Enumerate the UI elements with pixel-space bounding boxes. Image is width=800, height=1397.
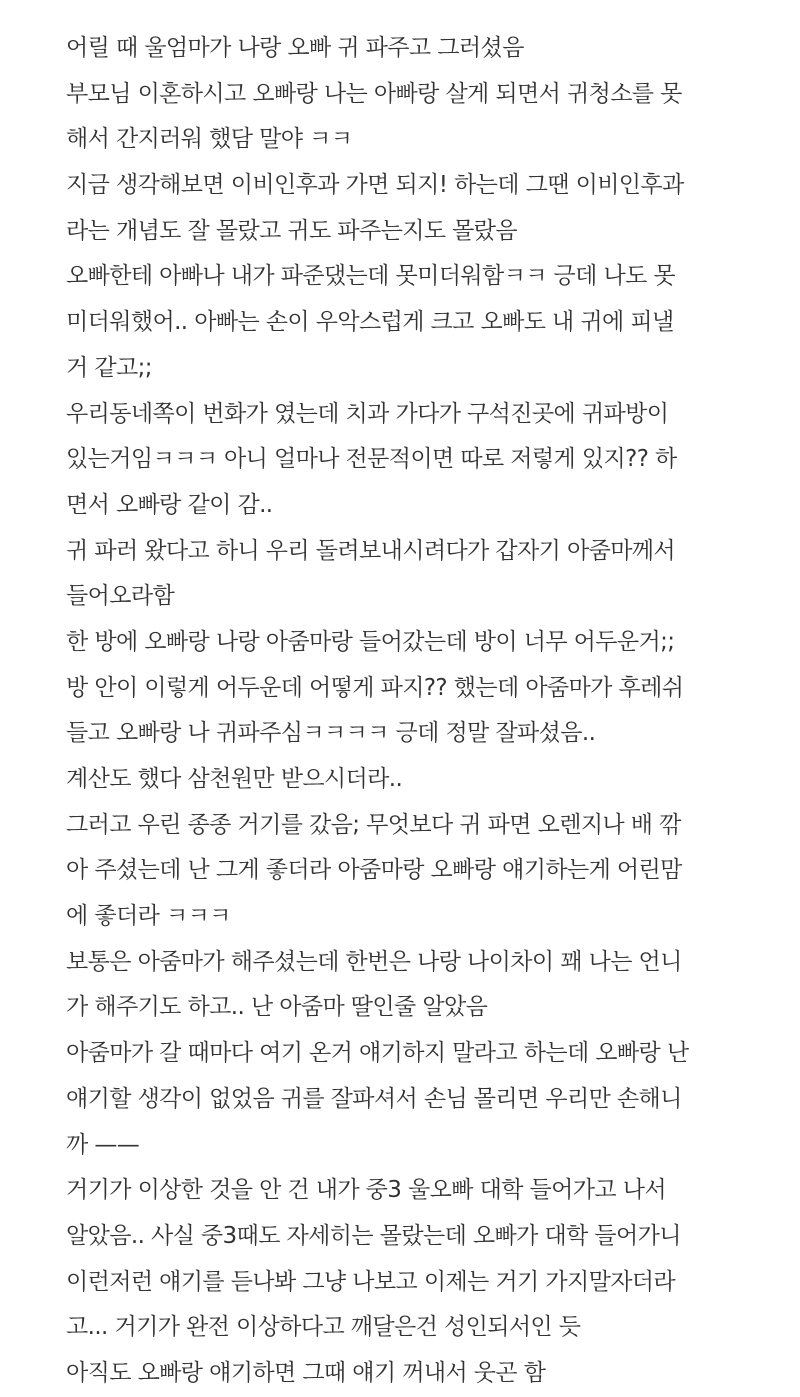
post-line: 귀 파러 왔다고 하니 우리 돌려보내시려다가 갑자기 아줌마께서	[66, 537, 676, 564]
post-line: 이런저런 얘기를 듣나봐 그냥 나보고 이제는 거기 가지말자더라	[66, 1268, 676, 1295]
post-line: 보통은 아줌마가 해주셨는데 한번은 나랑 나이차이 꽤 나는 언니	[66, 948, 682, 975]
post-line: 계산도 했다 삼천원만 받으시더라..	[66, 766, 403, 792]
post-body	[66, 26, 786, 1397]
post-line: 우리동네쪽이 번화가 였는데 치과 가다가 구석진곳에 귀파방이	[66, 400, 669, 427]
post-line: 까 ——	[66, 1131, 140, 1158]
post-line: 오빠한테 아빠나 내가 파준댔는데 못미더워함ㅋㅋ 긍데 나도 못	[66, 263, 676, 290]
post-line: 가 해주기도 하고.. 난 아줌마 딸인줄 알았음	[66, 994, 488, 1021]
post-line: 어릴 때 울엄마가 나랑 오빠 귀 파주고 그러셨음	[66, 35, 524, 61]
post-line: 아직도 오빠랑 얘기하면 그때 얘기 꺼내서 웃곤 함	[66, 1359, 546, 1386]
post-line: 미더워했어.. 아빠는 손이 우악스럽게 크고 오빠도 내 귀에 피낼	[66, 309, 674, 336]
post-line: 거기가 이상한 것을 안 건 내가 중3 울오빠 대학 들어가고 나서	[66, 1177, 666, 1204]
post-line: 거 같고;;	[66, 354, 152, 381]
post-line: 아 주셨는데 난 그게 좋더라 아줌마랑 오빠랑 얘기하는게 어린맘	[66, 857, 682, 884]
post-line: 해서 간지러워 했담 말야 ㅋㅋ	[66, 126, 353, 153]
post-line: 들고 오빠랑 나 귀파주심ㅋㅋㅋㅋ 긍데 정말 잘파셨음..	[66, 720, 596, 747]
post-line: 부모님 이혼하시고 오빠랑 나는 아빠랑 살게 되면서 귀청소를 못	[66, 80, 682, 107]
post-line: 에 좋더라 ㅋㅋㅋ	[66, 903, 231, 930]
post-line: 알았음.. 사실 중3때도 자세히는 몰랐는데 오빠가 대학 들어가니	[66, 1222, 681, 1249]
post-line: 면서 오빠랑 같이 감..	[66, 491, 273, 518]
post-line: 아줌마가 갈 때마다 여기 온거 얘기하지 말라고 하는데 오빠랑 난	[66, 1040, 689, 1067]
post-line: 라는 개념도 잘 몰랐고 귀도 파주는지도 몰랐음	[66, 217, 518, 244]
post-line: 그러고 우린 종종 거기를 갔음; 무엇보다 귀 파면 오렌지나 배 깎	[66, 811, 681, 838]
post-line: 방 안이 이렇게 어두운데 어떻게 파지?? 했는데 아줌마가 후레쉬	[66, 674, 684, 701]
post-line: 고... 거기가 완전 이상하다고 깨달은건 성인되서인 듯	[66, 1314, 581, 1341]
post-line: 지금 생각해보면 이비인후과 가면 되지! 하는데 그땐 이비인후과	[66, 172, 684, 199]
post-line: 한 방에 오빠랑 나랑 아줌마랑 들어갔는데 방이 너무 어두운거;;	[66, 628, 675, 655]
post-line: 있는거임ㅋㅋㅋ 아니 얼마나 전문적이면 따로 저렇게 있지?? 하	[66, 446, 677, 473]
post-line: 얘기할 생각이 없었음 귀를 잘파셔서 손님 몰리면 우리만 손해니	[66, 1085, 682, 1112]
post-line: 들어오라함	[66, 583, 175, 610]
